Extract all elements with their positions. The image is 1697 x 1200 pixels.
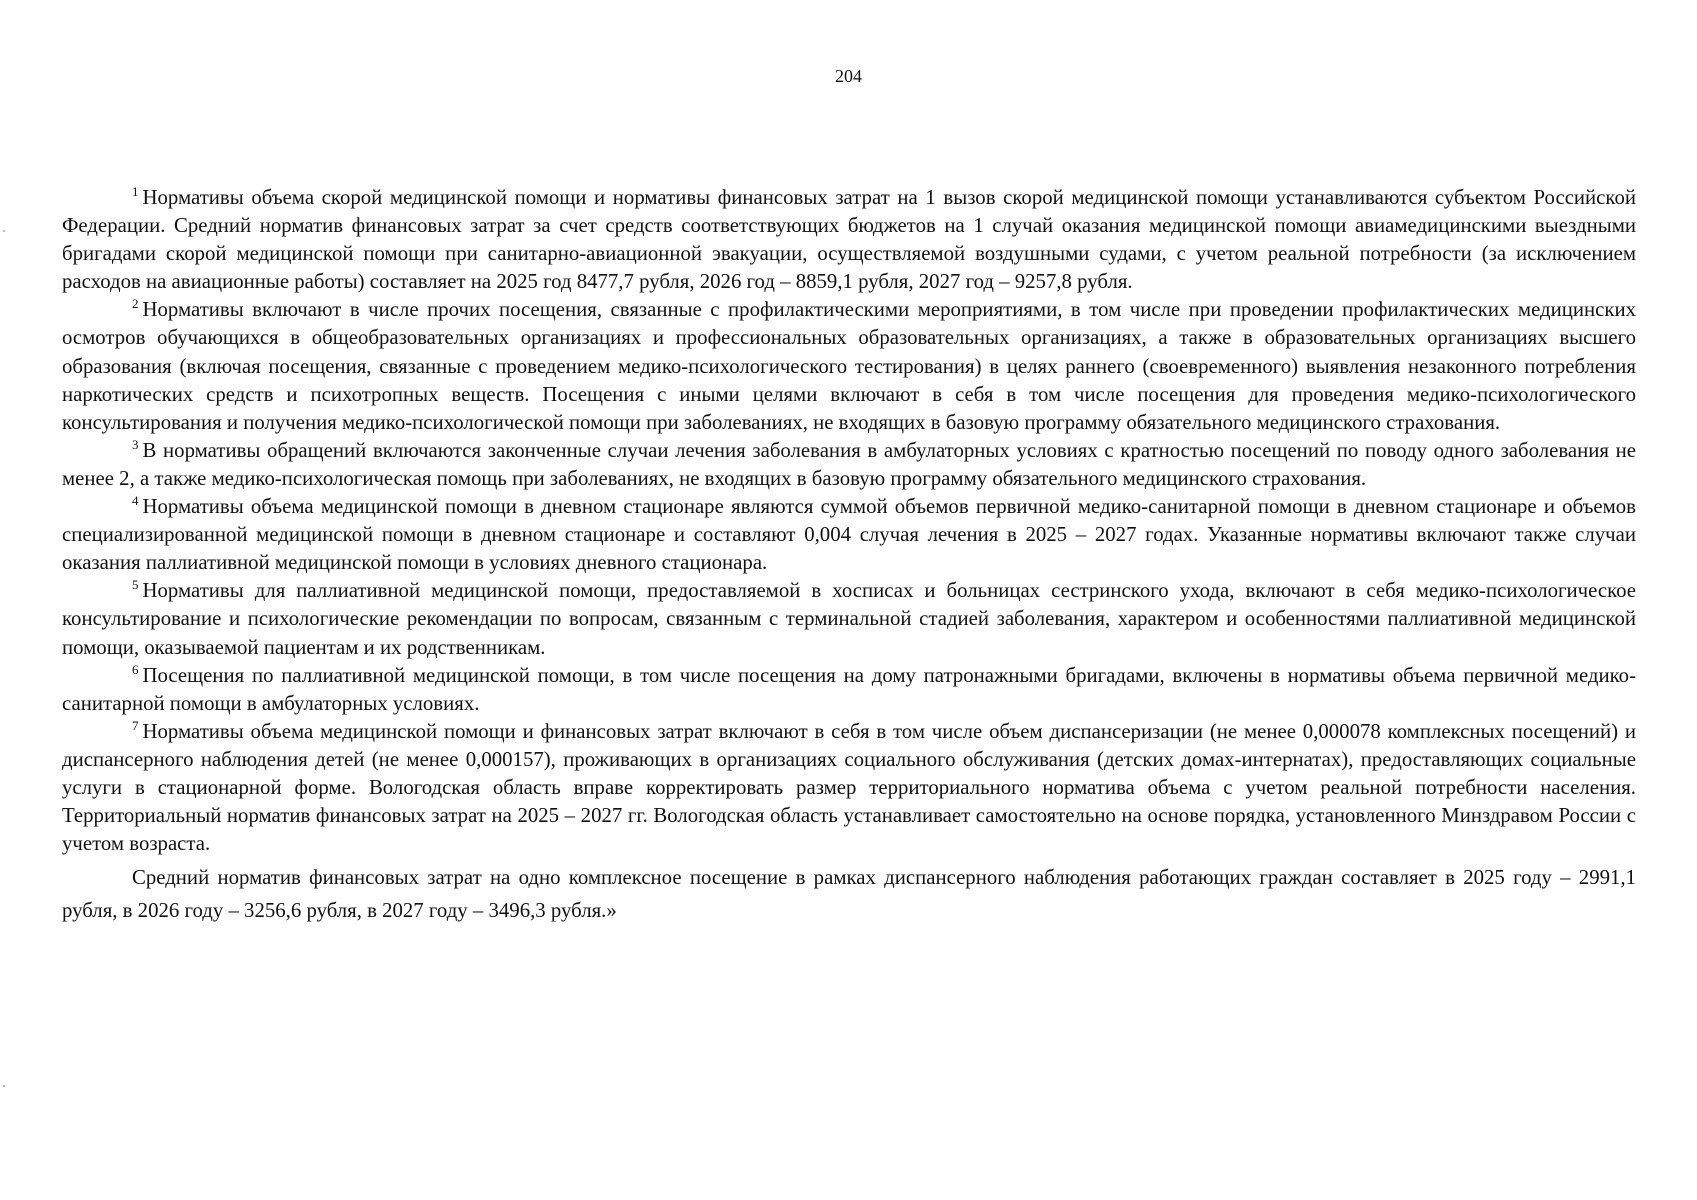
footnote-text: Нормативы для паллиативной медицинской помощи, предоставляемой в хосписах и больницах сестринского ухода, включают в себя медико-психологическое консультирование и психологические рекомендации по вопросам, связанным с терминальной стадией заболевания, характером и особенностями паллиативной медицинской помощи, оказываемой пациентам и их родственникам. [62, 579, 1636, 659]
footnote-marker: 2 [132, 296, 139, 312]
footnote-text: В нормативы обращений включаются законченные случаи лечения заболевания в амбулаторных условиях с кратностью посещений по поводу одного заболевания не менее 2, а также медико-психологическая помощь при заболеваниях, не входящих в базовую программу обязательного медицинского страхования. [62, 438, 1636, 490]
footnote-text: Нормативы объема скорой медицинской помощи и нормативы финансовых затрат на 1 вызов скорой медицинской помощи устанавливаются субъектом Российской Федерации. Средний норматив финансовых затрат за счет средств соответствующих бюджетов на 1 случай оказания медицинской помощи авиамедицинскими выездными бригадами скорой медицинской помощи при санитарно-авиационной эвакуации, осуществляемой воздушными судами, с учетом реальной потребности (за исключением расходов на авиационные работы) составляет на 2025 год 8477,7 рубля, 2026 год – 8859,1 рубля, 2027 год – 9257,8 рубля. [62, 186, 1636, 294]
closing-paragraph: Средний норматив финансовых затрат на одно комплексное посещение в рамках диспансерного наблюдения работающих граждан составляет в 2025 году – 2991,1 рубля, в 2026 году – 3256,6 рубля, в 2027 году – 3496,3 рубля.» [62, 866, 1636, 923]
footnote-text: Нормативы включают в числе прочих посещения, связанные с профилактическими мероприятиями, в том числе при проведении профилактических медицинских осмотров обучающихся в общеобразовательных организациях и профессиональных образовательных организациях, а также в образовательных организациях высшего образования (включая посещения, связанные с проведением медико-психологического тестирования) в целях раннего (своевременного) выявления незаконного потребления наркотических средств и психотропных веществ. Посещения с иными целями включают в себя в том числе посещения для проведения медико-психологического консультирования и получения медико-психологической помощи при заболеваниях, не входящих в базовую программу обязательного медицинского страхования. [62, 298, 1636, 434]
footnote-marker: 6 [132, 661, 139, 677]
footnote-marker: 5 [132, 577, 139, 593]
footnote-7 [62, 718, 1636, 858]
footnote-marker: 4 [132, 493, 139, 509]
footnote-3 [62, 437, 1636, 493]
footnote-text: Посещения по паллиативной медицинской помощи, в том числе посещения на дому патронажными бригадами, включены в нормативы объема первичной медико-санитарной помощи в амбулаторных условиях. [62, 663, 1636, 715]
footnote-6 [62, 662, 1636, 718]
footnote-marker: 3 [132, 436, 139, 452]
footnotes-block [62, 184, 1636, 927]
footnote-marker: 7 [132, 717, 139, 733]
footnote-5 [62, 577, 1636, 661]
page-number: 204 [835, 66, 862, 86]
footnote-1 [62, 184, 1636, 296]
footnote-2 [62, 296, 1636, 436]
scan-edge-mark [3, 1085, 5, 1087]
scan-edge-mark [3, 230, 5, 232]
footnote-marker: 1 [132, 184, 139, 200]
footnote-text: Нормативы объема медицинской помощи в дневном стационаре являются суммой объемов первичной медико-санитарной помощи в дневном стационаре и объемов специализированной медицинской помощи в дневном стационаре и составляют 0,004 случая лечения в 2025 – 2027 годах. Указанные нормативы включают также случаи оказания паллиативной медицинской помощи в условиях дневного стационара. [62, 495, 1636, 575]
footnote-4 [62, 493, 1636, 577]
footnote-text: Нормативы объема медицинской помощи и финансовых затрат включают в себя в том числе объем диспансеризации (не менее 0,000078 комплексных посещений) и диспансерного наблюдения детей (не менее 0,000157), проживающих в организациях социального обслуживания (детских домах-интернатах), предоставляющих социальные услуги в стационарной форме. Вологодская область вправе корректировать размер территориального норматива объема с учетом реальной потребности населения. Территориальный норматив финансовых затрат на 2025 – 2027 гг. Вологодская область устанавливает самостоятельно на основе порядка, установленного Минздравом России с учетом возраста. [62, 719, 1636, 856]
